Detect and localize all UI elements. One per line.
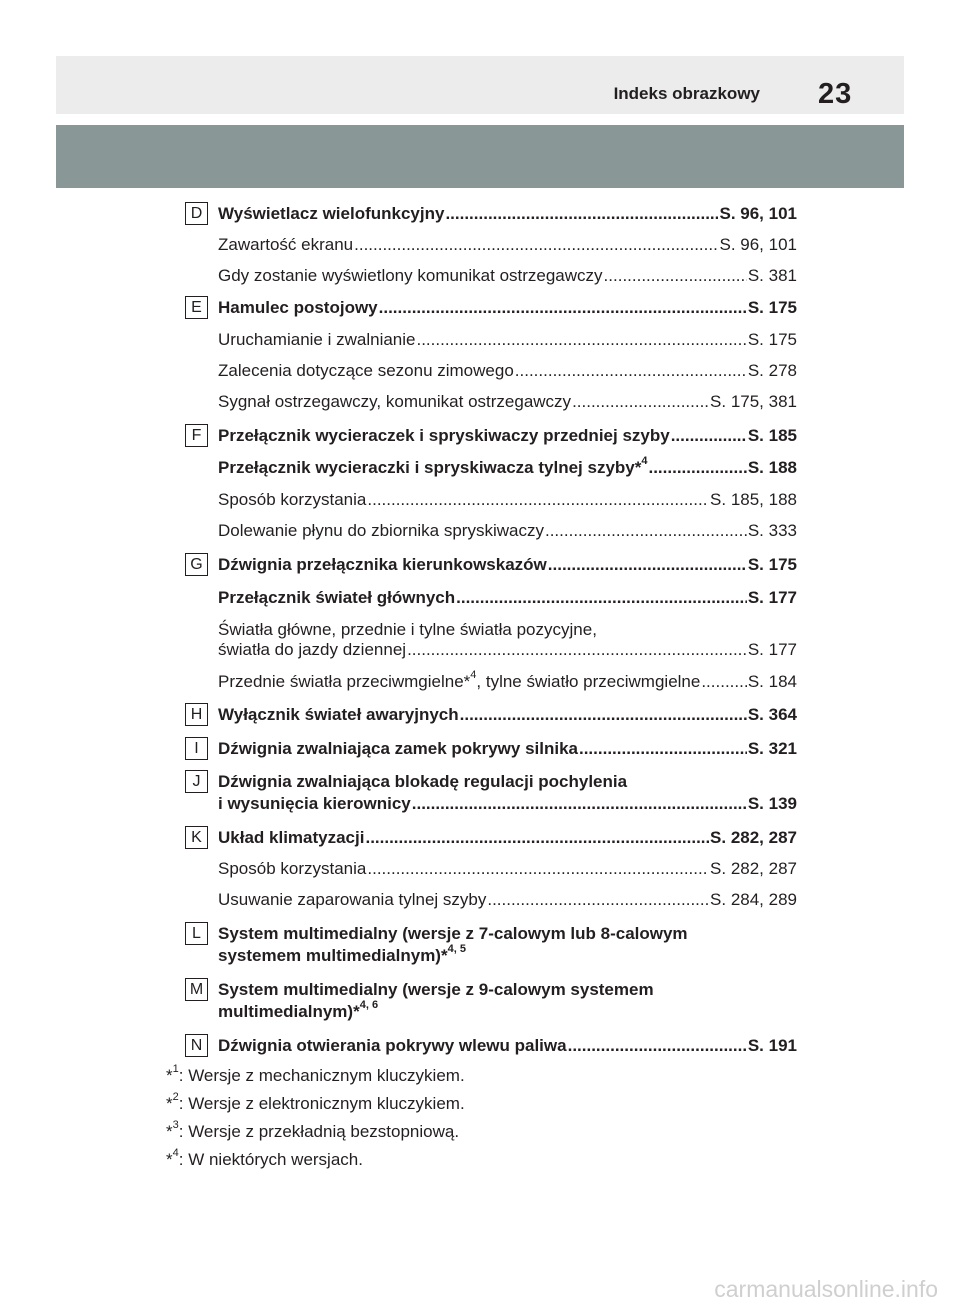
entry-page: S. 177 [747,588,797,607]
section-letter-l: L [185,922,208,945]
entry-title: Dźwignia zwalniająca blokadę regulacji pochylenia [218,772,628,791]
footnote-ref: 4, 5 [447,943,466,956]
entry-title: Układ klimatyzacji [218,828,365,847]
entry-title: Sposób korzystania [218,490,367,509]
entry-title: Hamulec postojowy [218,298,378,317]
entry-page: S. 175, 381 [710,392,797,411]
entry-page: S. 282, 287 [710,828,797,847]
entry-page: S. 177 [747,640,797,659]
entry-title: Usuwanie zaparowania tylnej szyby [218,890,487,909]
footnote: *$^4$: W niektórych wersjach. [166,1147,363,1169]
entry-title: Przełącznik wycieraczki i spryskiwacza tylnej szyby* [218,458,642,477]
footnote-ref: 4 [470,669,477,682]
footnote-ref: 6 [371,999,379,1012]
entry-title: Dźwignia otwierania pokrywy wlewu paliwa [218,1036,567,1055]
entry-title: i wysunięcia kierownicy [218,794,411,813]
entry-title: światła do jazdy dziennej [218,640,407,659]
section-letter-d: D [185,202,208,225]
entry-page: S. 191 [747,1036,797,1055]
entry-title: Wyłącznik świateł awaryjnych [218,705,459,724]
entry-title: Sposób korzystania [218,859,367,878]
entry-title: Wyświetlacz wielofunkcyjny [218,204,445,223]
footnote-ref: 4, [359,999,372,1012]
section-letter-h: H [185,703,208,726]
entry-page: S. 188 [747,458,797,477]
section-letter-k: K [185,826,208,849]
entry-page: S. 175 [747,555,797,574]
section-letter-e: E [185,296,208,319]
entry-title: Przełącznik wycieraczek i spryskiwaczy przedniej szyby [218,426,670,445]
entry-page: S. 175 [747,330,797,349]
entry-title: Sygnał ostrzegawczy, komunikat ostrzegawczy [218,392,572,411]
entry-page: S. 96, 101 [719,235,797,254]
entry-title: Uruchamianie i zwalnianie [218,330,416,349]
entry-title: Przełącznik świateł głównych [218,588,456,607]
entry-page: S. 333 [747,521,797,540]
section-letter-n: N [185,1034,208,1057]
entry-title: Dźwignia przełącznika kierunkowskazów [218,555,547,574]
watermark: carmanualsonline.info [714,1276,938,1302]
entry-title: Dolewanie płynu do zbiornika spryskiwaczy [218,521,544,540]
section-letter-g: G [185,553,208,576]
entry-page: S. 381 [747,266,797,285]
entry-title: Przednie światła przeciwmgielne* [218,672,471,691]
entry-page: S. 139 [747,794,797,813]
entry-page: S. 282, 287 [710,859,797,878]
section-title: Indeks obrazkowy [613,84,760,103]
entry-title: Światła główne, przednie i tylne światła pozycyjne, [218,620,597,639]
entry-page: S. 185 [747,426,797,445]
entry-page: S. 321 [747,739,797,758]
entry-title-cont: , tylne światło przeciwmgielne [476,672,701,691]
section-letter-f: F [185,424,208,447]
entry-title: systemem multimedialnym)* [218,946,448,965]
entry-page: S. 184 [747,672,797,691]
section-letter-j: J [185,770,208,793]
entry-page: S. 284, 289 [710,890,797,909]
entry-title: Dźwignia zwalniająca zamek pokrywy silnika [218,739,578,758]
entry-title: Gdy zostanie wyświetlony komunikat ostrzegawczy [218,266,603,285]
entry-title: System multimedialny (wersje z 9-calowym systemem [218,980,654,999]
entry-page: S. 175 [747,298,797,317]
footnote: *$^2$: Wersje z elektronicznym kluczykiem. [166,1091,465,1113]
page-number: 23 [818,78,853,110]
footnote-ref: 4 [641,455,648,468]
section-letter-m: M [185,978,208,1001]
entry-page: S. 96, 101 [719,204,797,223]
entry-title: Zalecenia dotyczące sezonu zimowego [218,361,514,380]
entry-title: System multimedialny (wersje z 7-calowym lub 8-calowym [218,924,688,943]
footnote: *$^3$: Wersje z przekładnią bezstopniową. [166,1119,460,1141]
entry-page: S. 364 [747,705,797,724]
entry-title: multimedialnym)* [218,1002,360,1021]
footnote: *$^1$: Wersje z mechanicznym kluczykiem. [166,1063,465,1085]
section-letter-i: I [185,737,208,760]
entry-title: Zawartość ekranu [218,235,354,254]
entry-page: S. 185, 188 [710,490,797,509]
entry-page: S. 278 [747,361,797,380]
